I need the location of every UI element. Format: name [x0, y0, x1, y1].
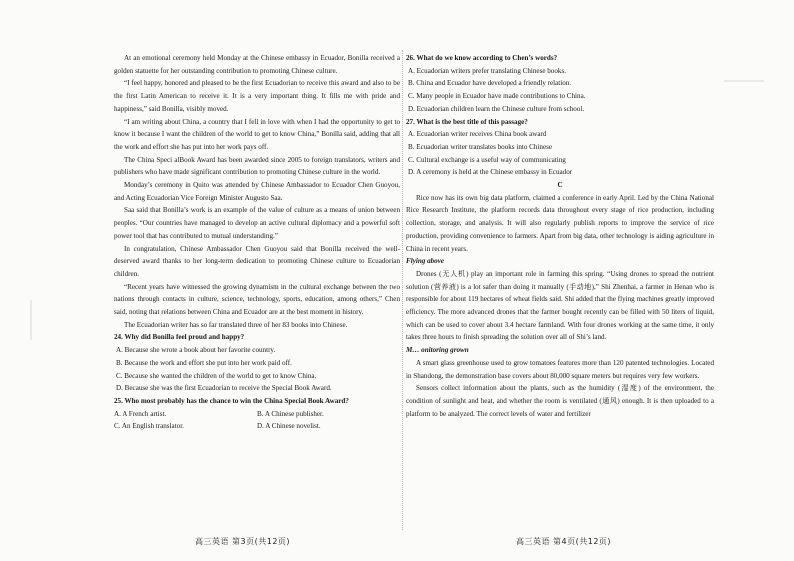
- passage-paragraph: Drones (无人机) play an important role in farming this spring. “Using drones to spread the nutrient solution (营养液) is a lot safer than doing it manually (手动地),” Shi Zhenhai, a farmer in Henan who is responsible for about 119 hectares of wheat fields said. Shi added that the flying machines greatly improved efficiency. The more advanced drones that the farmer bought recently can be filled with 50 liters of liquid, which can be used to cover about 3.4 hectare farmland. With four drones working at the same time, it only takes three hours to finish spreading the solution over all of Shi’s land.: [406, 269, 714, 342]
- question-25-options-row-2: [114, 420, 400, 433]
- question-24-option-b: B. Because the work and effort she put into her work paid off.: [116, 358, 292, 367]
- column-divider: [402, 50, 403, 530]
- question-24-option-c: C. Because she wanted the children of the world to get to know China.: [116, 371, 317, 380]
- question-26-option-b: B. China and Ecuador have developed a friendly relation.: [408, 79, 572, 88]
- passage-paragraph: A smart glass greenhouse used to grow tomatoes features more than 120 patented technologies. Located in Shandong, the demonstration base covers about 80,000 square meters but requires very few workers.: [406, 358, 714, 380]
- scan-noise: [30, 300, 32, 340]
- passage-paragraph: “I am writing about China, a country that I fell in love with when I had the opportunity to get to know it because I want the children of the world to get to know China,” Bonilla said, adding that all the work and effort she has put into her work pays off.: [114, 117, 400, 151]
- question-25-option-c: C. An English translator.: [114, 422, 184, 431]
- section-subheading: M… onitoring grown: [406, 346, 469, 355]
- question-27-option-a: A. Ecuadorian writer receives China book award: [408, 130, 547, 139]
- passage-paragraph: The Ecuadorian writer has so far translated three of her 83 books into Chinese.: [124, 320, 348, 329]
- question-25: 25. Who most probably has the chance to win the China Special Book Award?: [114, 396, 349, 405]
- page-footer-left: 高三英语 第3页(共12页): [195, 537, 291, 546]
- question-25-options-row-1: [114, 408, 400, 421]
- passage-paragraph: Saa said that Bonilla’s work is an example of the value of culture as a means of union between peoples. “Our countries have managed to develop an active cultural diplomacy and a powerful soft power tool that has contributed to mutual understanding.”: [114, 206, 400, 240]
- question-25-option-a: A. A French artist.: [114, 409, 167, 418]
- question-24-option-a: A. Because she wrote a book about her favorite country.: [116, 346, 276, 355]
- passage-paragraph: Monday’s ceremony in Quito was attended by Chinese Ambassador to Ecuador Chen Guoyou, and Acting Ecuadorian Vice Foreign Minister Augusto Saa.: [114, 181, 400, 202]
- section-subheading: Flying above: [406, 257, 445, 266]
- section-letter: C: [557, 181, 563, 190]
- question-24: 24. Why did Bonilla feel proud and happy?: [114, 333, 245, 342]
- question-27: 27. What is the best title of this passage?: [406, 117, 528, 126]
- question-26-option-a: A. Ecuadorian writers prefer translating Chinese books.: [408, 66, 566, 75]
- passage-paragraph: At an emotional ceremony held Monday at the Chinese embassy in Ecuador, Bonilla received a golden statuette for her outstanding contribution to promoting Chinese culture.: [114, 54, 400, 75]
- left-column: [114, 52, 400, 522]
- question-27-option-d: D. A ceremony is held at the Chinese embassy in Ecuador: [408, 168, 573, 177]
- question-27-option-b: B. Ecuadorian writer translates books into Chinese: [408, 142, 553, 151]
- passage-paragraph: “Recent years have witnessed the growing dynamism in the cultural exchange between the two nations through contacts in culture, science, technology, sports, education, among others,” Chen said, noting that relations between China and Ecuador are at the best moment in history.: [114, 282, 400, 317]
- page-footer-right: 高三英语 第4页(共12页): [516, 537, 612, 546]
- question-26: 26. What do we know according to Chen’s words?: [406, 54, 558, 62]
- passage-paragraph: The China Speci alBook Award has been awarded since 2005 to foreign translators, writers and publishers who have made significant contribution to promoting Chinese culture in the world.: [114, 155, 400, 177]
- question-27-option-c: C. Cultural exchange is a useful way of communicating: [408, 155, 566, 164]
- question-26-option-d: D. Ecuadorian children learn the Chinese culture from school.: [408, 104, 585, 113]
- passage-paragraph: Rice now has its own big data platform, claimed a conference in early April. Led by the China National Rice Research Institute, the platform records data throughout every stage of rice production, including collection, storage, and analysis. It will also regularly publish reports to improve the service of rice production, providing convenience to farmers. Apart from big data, other technology is aiding agriculture in China in recent years.: [406, 193, 714, 253]
- passage-paragraph: “I feel happy, honored and pleased to be the first Ecuadorian to receive this award and also to be the first Latin American to receive it. It is a very important thing. It fills me with pride and happiness,” said Bonilla, visibly moved.: [114, 79, 400, 113]
- question-25-option-d: D. A Chinese novelist.: [257, 422, 321, 431]
- question-26-option-c: C. Many people in Ecuador have made contributions to China.: [408, 92, 586, 101]
- scan-noise: [724, 80, 764, 82]
- passage-paragraph: In congratulation, Chinese Ambassador Chen Guoyou said that Bonilla received the well-deserved award thanks to her long-term dedication to promoting Chinese culture to Ecuadorian children.: [114, 244, 400, 278]
- right-column: [406, 52, 714, 522]
- passage-paragraph: Sensors collect information about the plants, such as the humidity (湿度) of the environment, the condition of sunlight and heat, and whether the room is ventilated (通风) enough. It is then uploaded to a platform to be analyzed. The correct levels of water and fertilizer: [406, 384, 714, 418]
- question-24-option-d: D. Because she was the first Ecuadorian to receive the Special Book Award.: [116, 384, 332, 393]
- question-25-option-b: B. A Chinese publisher.: [257, 409, 324, 418]
